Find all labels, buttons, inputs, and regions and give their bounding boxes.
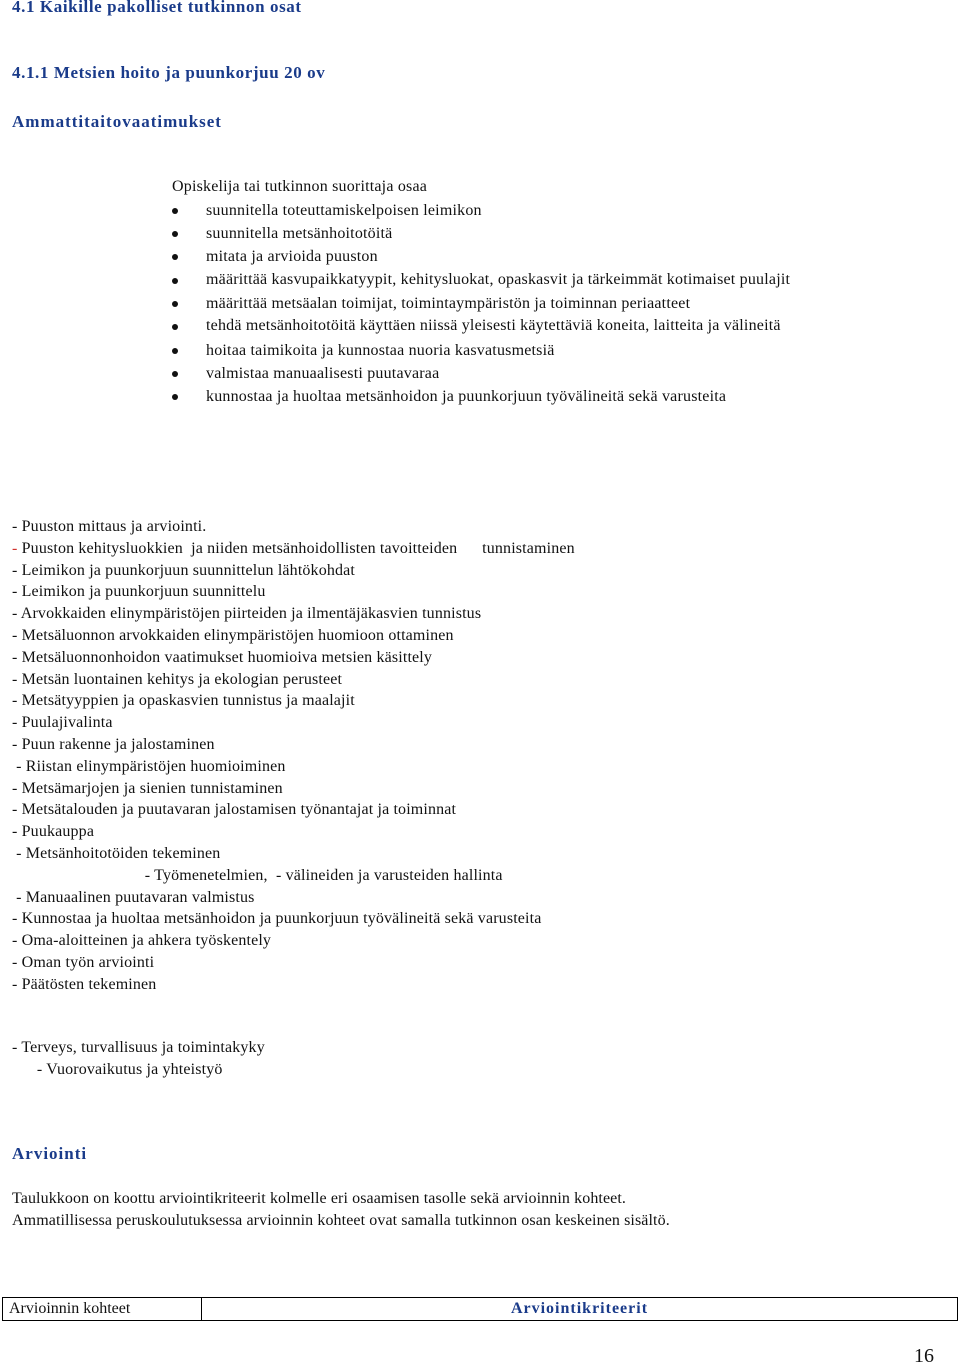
- list-item: - Oman työn arviointi: [12, 953, 155, 971]
- intro-text: Opiskelija tai tutkinnon suorittaja osaa: [172, 178, 428, 195]
- list-item-text: hoitaa taimikoita ja kunnostaa nuoria kasvatusmetsiä: [206, 341, 555, 359]
- list-item: - Leimikon ja puunkorjuun suunnittelun lähtökohdat: [12, 561, 356, 579]
- list-item-text: Puuston kehitysluokkien ja niiden metsänhoidollisten tavoitteiden tunnistaminen: [17, 539, 575, 557]
- table-header-criteria: Arviointikriteerit: [202, 1298, 958, 1321]
- list-item: [172, 245, 902, 268]
- list-item: - Metsämarjojen ja sienien tunnistaminen: [12, 779, 283, 797]
- list-item: - Puukauppa: [12, 823, 95, 841]
- evaluation-heading: Arviointi: [12, 1144, 88, 1163]
- list-item: [12, 538, 575, 560]
- list-item: - Metsätyyppien ja opaskasvien tunnistus ja maalajit: [12, 692, 355, 710]
- list-item: - Metsäluonnon arvokkaiden elinympäristöjen huomioon ottaminen: [12, 626, 454, 644]
- bullet-icon: [172, 231, 178, 237]
- list-item-text: suunnitella toteuttamiskelpoisen leimikon: [206, 202, 482, 219]
- bullet-icon: [172, 208, 178, 214]
- list-item: - Metsätalouden ja puutavaran jalostamisen työnantajat ja toiminnat: [12, 801, 457, 819]
- bullet-icon: [172, 301, 178, 307]
- requirements-list: [172, 199, 902, 408]
- list-item-text: tehdä metsänhoitotöitä käyttäen niissä yleisesti käytettäviä koneita, laitteita ja välineitä: [206, 317, 781, 335]
- list-item-text: suunnitella metsänhoitotöitä: [206, 225, 393, 243]
- requirements-heading: Ammattitaitovaatimukset: [12, 112, 222, 131]
- list-item: - Terveys, turvallisuus ja toimintakyky: [12, 1039, 265, 1056]
- list-item: - Työmenetelmien, - välineiden ja varusteiden hallinta: [12, 866, 503, 884]
- list-item: - Kunnostaa ja huoltaa metsänhoidon ja puunkorjuun työvälineitä sekä varusteita: [12, 910, 542, 928]
- content-list: [12, 516, 575, 996]
- list-item-text: määrittää metsäalan toimijat, toimintaympäristön ja toiminnan periaatteet: [206, 295, 691, 313]
- list-item: - Puulajivalinta: [12, 714, 113, 732]
- evaluation-paragraph: Taulukkoon on koottu arviointikriteerit kolmelle eri osaamisen tasolle sekä arvioinnin kohteet.: [12, 1190, 627, 1207]
- list-item: - Metsäluonnonhoidon vaatimukset huomioiva metsien käsittely: [12, 648, 433, 666]
- list-item-text: mitata ja arvioida puuston: [206, 248, 378, 266]
- list-item: - Leimikon ja puunkorjuun suunnittelu: [12, 583, 266, 601]
- list-item: [172, 222, 902, 245]
- list-item: [172, 339, 902, 362]
- bullet-icon: [172, 348, 178, 354]
- list-item: - Arvokkaiden elinympäristöjen piirteiden ja ilmentäjäkasvien tunnistus: [12, 605, 482, 623]
- list-item: - Puuston mittaus ja arviointi.: [12, 518, 207, 535]
- subsection-heading: 4.1.1 Metsien hoito ja puunkorjuu 20 ov: [12, 63, 326, 82]
- bullet-icon: [172, 324, 178, 330]
- table-header-row: [3, 1298, 958, 1321]
- list-item: - Riistan elinympäristöjen huomioiminen: [12, 757, 286, 775]
- bullet-icon: [172, 278, 178, 284]
- list-item: - Metsänhoitotöiden tekeminen: [12, 844, 221, 862]
- list-item-text: kunnostaa ja huoltaa metsänhoidon ja puunkorjuun työvälineitä sekä varusteita: [206, 388, 727, 406]
- section-heading: 4.1 Kaikille pakolliset tutkinnon osat: [12, 0, 302, 16]
- list-item: [172, 362, 902, 385]
- evaluation-table: [2, 1297, 958, 1321]
- list-item: - Päätösten tekeminen: [12, 975, 157, 993]
- list-item: - Manuaalinen puutavaran valmistus: [12, 888, 255, 906]
- page-number: 16: [914, 1345, 934, 1367]
- list-item-text: määrittää kasvupaikkatyypit, kehitysluokat, opaskasvit ja tärkeimmät kotimaiset puulajit: [206, 270, 791, 288]
- list-item: - Puun rakenne ja jalostaminen: [12, 735, 215, 753]
- bullet-icon: [172, 394, 178, 400]
- list-item: - Metsän luontainen kehitys ja ekologian perusteet: [12, 670, 343, 688]
- list-item: - Oma-aloitteinen ja ahkera työskentely: [12, 932, 272, 950]
- bullet-icon: [172, 254, 178, 260]
- list-item: [172, 315, 902, 336]
- list-item-text: valmistaa manuaalisesti puutavaraa: [206, 364, 440, 382]
- list-item: - Vuorovaikutus ja yhteistyö: [12, 1060, 223, 1078]
- ability-list: [12, 1037, 265, 1081]
- bullet-icon: [172, 371, 178, 377]
- evaluation-text: [12, 1188, 942, 1232]
- list-item: [172, 269, 902, 290]
- evaluation-paragraph: Ammatillisessa peruskoulutuksessa arvioinnin kohteet ovat samalla tutkinnon osan keskeinen sisältö.: [12, 1211, 670, 1229]
- list-item: [172, 199, 902, 222]
- table-header-targets: Arvioinnin kohteet: [3, 1298, 202, 1321]
- highlight-dash: -: [12, 539, 18, 557]
- list-item: [172, 385, 902, 408]
- list-item: [172, 292, 902, 315]
